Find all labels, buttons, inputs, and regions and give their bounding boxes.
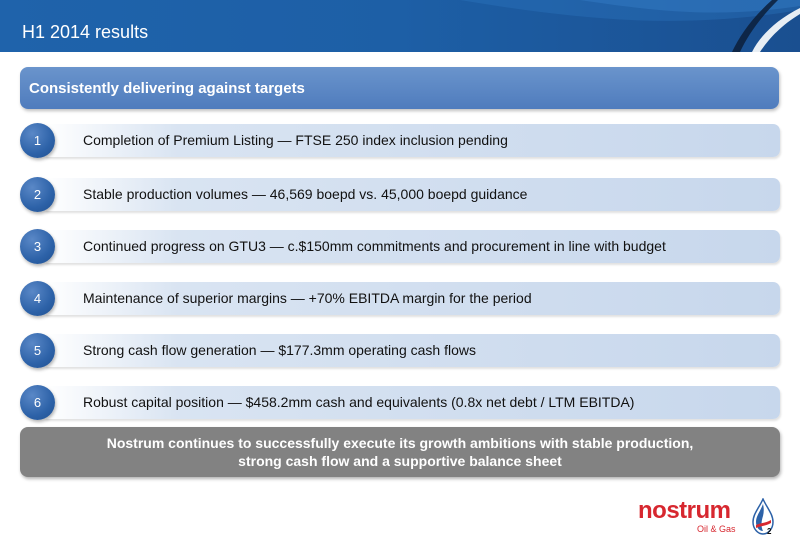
- list-item: [20, 383, 780, 423]
- nostrum-logo: [638, 498, 778, 538]
- slide-header: [0, 0, 800, 52]
- number-bubble: 6: [20, 385, 55, 420]
- conclusion-box: [20, 427, 780, 477]
- item-text: Maintenance of superior margins — +70% EBITDA margin for the period: [83, 290, 532, 306]
- page-number: 2: [767, 527, 772, 536]
- header-swirl-graphic: [380, 0, 800, 52]
- item-text: Completion of Premium Listing — FTSE 250 index inclusion pending: [83, 132, 508, 148]
- number-bubble: 2: [20, 177, 55, 212]
- list-item: [20, 121, 780, 161]
- flame-drop-icon: [750, 498, 776, 536]
- conclusion-line: strong cash flow and a supportive balance sheet: [238, 453, 562, 469]
- conclusion-line: Nostrum continues to successfully execute its growth ambitions with stable production,: [106, 435, 694, 451]
- number-bubble: 5: [20, 333, 55, 368]
- banner-heading: Consistently delivering against targets: [29, 80, 305, 97]
- list-item: [20, 279, 780, 319]
- slide-title: H1 2014 results: [22, 22, 149, 42]
- item-text: Stable production volumes — 46,569 boepd vs. 45,000 boepd guidance: [83, 186, 528, 202]
- list-item: [20, 175, 780, 215]
- item-text: Strong cash flow generation — $177.3mm operating cash flows: [83, 342, 476, 358]
- logo-wordmark: nostrum: [638, 497, 731, 524]
- list-item: [20, 331, 780, 371]
- number-bubble: 3: [20, 229, 55, 264]
- list-item: [20, 227, 780, 267]
- item-text: Continued progress on GTU3 — c.$150mm commitments and procurement in line with budget: [83, 238, 666, 254]
- number-bubble: 1: [20, 123, 55, 158]
- targets-banner: [20, 67, 779, 109]
- logo-subtitle: Oil & Gas: [697, 524, 736, 534]
- number-bubble: 4: [20, 281, 55, 316]
- item-text: Robust capital position — $458.2mm cash and equivalents (0.8x net debt / LTM EBITDA): [83, 394, 635, 410]
